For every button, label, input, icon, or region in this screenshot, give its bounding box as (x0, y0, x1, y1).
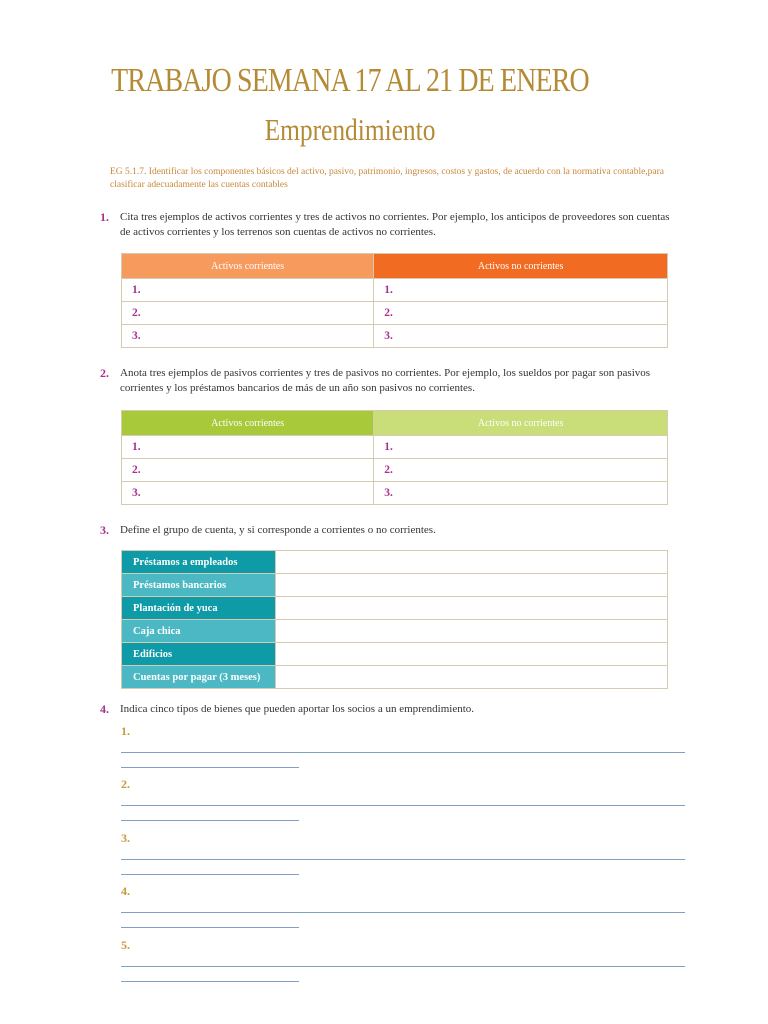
answer-number: 5. (121, 938, 130, 952)
answer-line[interactable] (121, 860, 299, 875)
header-activos-corrientes: Activos corrientes (122, 254, 374, 279)
account-label: Plantación de yuca (122, 597, 276, 620)
account-label: Préstamos a empleados (122, 551, 276, 574)
account-label: Caja chica (122, 620, 276, 643)
cell-input[interactable] (276, 620, 668, 643)
cell-input[interactable] (276, 666, 668, 689)
table-row (122, 302, 668, 325)
answer-line[interactable] (121, 847, 685, 860)
answer-line[interactable] (121, 753, 299, 768)
question-4 (100, 702, 670, 717)
cell-input[interactable]: 1. (374, 279, 668, 302)
question-1 (100, 210, 670, 240)
answer-number: 3. (121, 831, 130, 845)
table-row (122, 436, 668, 459)
cell-input[interactable]: 3. (374, 325, 668, 348)
question-3 (100, 523, 670, 538)
table-row (122, 666, 668, 689)
objective-text: EG 5.1.7. Identificar los componentes básicos del activo, pasivo, patrimonio, ingresos, costos y gastos, de acuerdo con la normativa contable,para clasificar adecuadamente las cuentas contables (110, 167, 665, 190)
cell-input[interactable] (276, 643, 668, 666)
answer-block (121, 724, 685, 768)
question-text: Cita tres ejemplos de activos corrientes y tres de activos no corrientes. Por ejemplo, los anticipos de proveedores son cuentas de activos corrientes y los terrenos son cuentas de activos no corrientes. (120, 211, 670, 238)
answer-block (121, 938, 685, 982)
table-row (122, 325, 668, 348)
account-label: Cuentas por pagar (3 meses) (122, 666, 276, 689)
cell-input[interactable]: 1. (122, 436, 374, 459)
page-title: TRABAJO SEMANA 17 AL 21 DE ENERO (111, 62, 589, 99)
question-text: Anota tres ejemplos de pasivos corrientes y tres de pasivos no corrientes. Por ejemplo, los sueldos por pagar son pasivos corrientes y los préstamos bancarios de más de un año son pasivos no corrientes. (120, 367, 651, 394)
answer-number: 1. (121, 724, 130, 738)
answer-block (121, 831, 685, 875)
cell-input[interactable]: 1. (122, 279, 374, 302)
table-row (122, 597, 668, 620)
table-row (122, 574, 668, 597)
cell-input[interactable]: 2. (122, 302, 374, 325)
cell-input[interactable] (276, 551, 668, 574)
table-row (122, 482, 668, 505)
question-number: 1. (100, 210, 109, 224)
cell-input[interactable]: 1. (374, 436, 668, 459)
question-number: 2. (100, 366, 109, 380)
answer-number: 4. (121, 884, 130, 898)
header-activos-no-corrientes: Activos no corrientes (374, 254, 668, 279)
table-row (122, 643, 668, 666)
table-row (122, 279, 668, 302)
cell-input[interactable]: 3. (122, 325, 374, 348)
cell-input[interactable] (276, 597, 668, 620)
question-text: Define el grupo de cuenta, y si corresponde a corrientes o no corrientes. (120, 524, 436, 536)
table-row (122, 459, 668, 482)
cell-input[interactable]: 3. (374, 482, 668, 505)
answer-line[interactable] (121, 793, 685, 806)
table-q1 (121, 253, 668, 348)
table-q3 (121, 550, 668, 689)
answer-line[interactable] (121, 900, 685, 913)
answer-line[interactable] (121, 913, 299, 928)
answer-block (121, 884, 685, 928)
page-subtitle: Emprendimiento (264, 112, 436, 147)
question-number: 3. (100, 523, 109, 537)
cell-input[interactable]: 3. (122, 482, 374, 505)
cell-input[interactable] (276, 574, 668, 597)
header-activos-corrientes: Activos corrientes (122, 411, 374, 436)
question-2 (100, 366, 670, 396)
question-number: 4. (100, 702, 109, 716)
account-label: Préstamos bancarios (122, 574, 276, 597)
answer-line[interactable] (121, 967, 299, 982)
answer-line[interactable] (121, 740, 685, 753)
cell-input[interactable]: 2. (122, 459, 374, 482)
question-text: Indica cinco tipos de bienes que pueden aportar los socios a un emprendimiento. (120, 703, 475, 715)
cell-input[interactable]: 2. (374, 302, 668, 325)
cell-input[interactable]: 2. (374, 459, 668, 482)
table-q2 (121, 410, 668, 505)
table-row (122, 551, 668, 574)
answer-block (121, 777, 685, 821)
table-row (122, 620, 668, 643)
answer-number: 2. (121, 777, 130, 791)
answer-line[interactable] (121, 806, 299, 821)
answer-line[interactable] (121, 954, 685, 967)
header-activos-no-corrientes: Activos no corrientes (374, 411, 668, 436)
account-label: Edificios (122, 643, 276, 666)
